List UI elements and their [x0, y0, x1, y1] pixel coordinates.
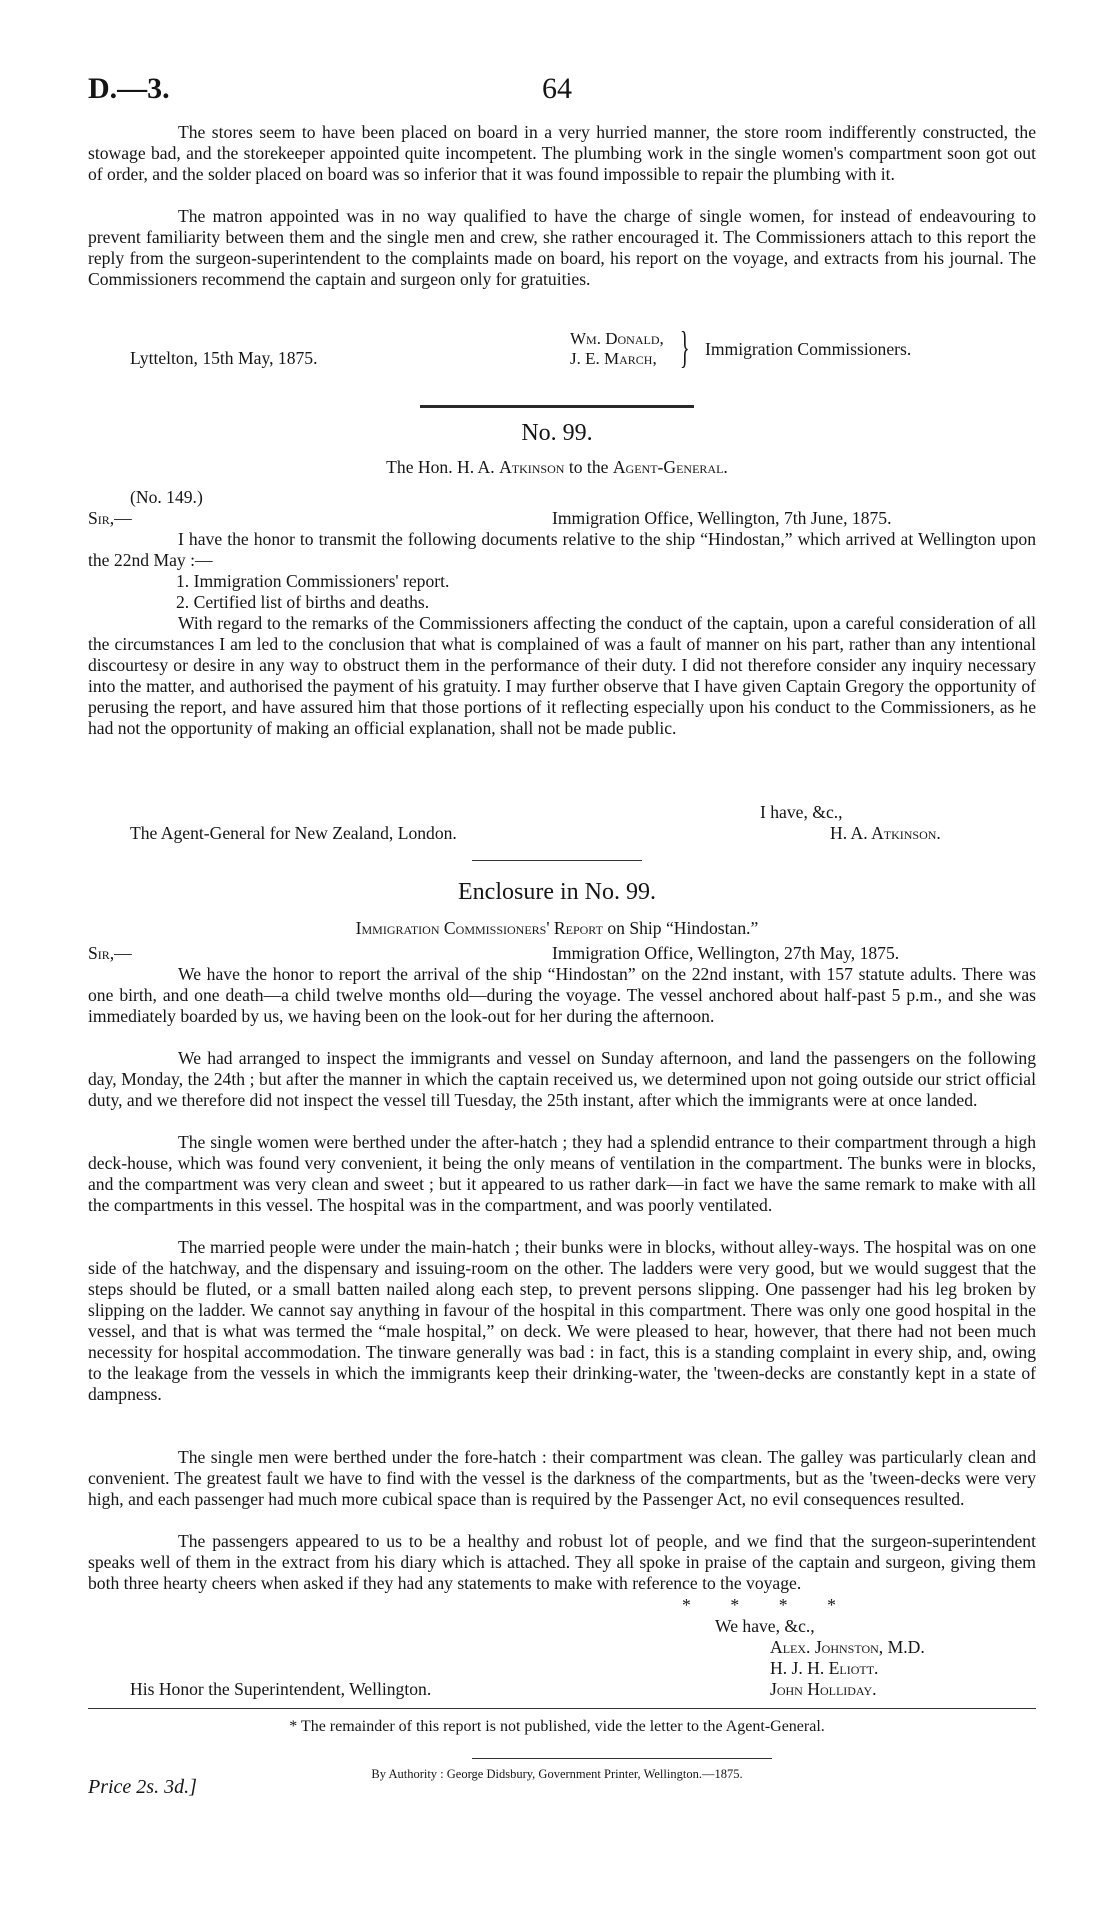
enclosure-signatory-1: Alex. Johnston, M.D.	[770, 1637, 925, 1657]
omission-asterisks: * * * *	[682, 1595, 836, 1615]
no99-office-date: Immigration Office, Wellington, 7th June, 1875.	[552, 508, 892, 528]
prev-report-signatory-1: Wm. Donald,	[570, 329, 664, 348]
enclosure-closing: We have, &c.,	[715, 1616, 815, 1636]
no99-list-item-1: 1. Immigration Commissioners' report.	[176, 571, 450, 591]
no99-ref-number: (No. 149.)	[130, 487, 203, 507]
enclosure-paragraph-2: We had arranged to inspect the immigrants and vessel on Sunday afternoon, and land the passengers on the following day, Monday, the 24th ; but after the manner in which the captain received us, we determined upon not going outside our strict official duty, and we therefore did not inspect the vessel till Tuesday, the 25th instant, after which the immigrants were at once landed.	[88, 1048, 1036, 1110]
enclosure-paragraph-4: The married people were under the main-hatch ; their bunks were in blocks, without alley-ways. The hospital was on one side of the hatchway, and the dispensary and issuing-room on the other. The ladders were very good, but we would suggest that the steps should be fluted, or a small batten nailed along each step, to prevent persons slipping. One passenger had his leg broken by slipping on the ladder. We cannot say anything in favour of the hospital in this compartment. There was only one good hospital in the vessel, and that is what was termed the “male hospital,” on deck. We were pleased to hear, however, that there had not been much necessity for hospital accommodation. The tinware generally was bad : in fact, this is a standing complaint in every ship, and, owing to the leakage from the vessels in which the immigrants keep their drinking-water, the 'tween-decks are constantly kept in a state of dampness.	[88, 1237, 1036, 1404]
enclosure-heading: Enclosure in No. 99.	[458, 879, 656, 905]
enclosure-paragraph-5: The single men were berthed under the fore-hatch : their compartment was clean. The galley was particularly clean and convenient. The greatest fault we have to find with the vessel is the darkness of the compartments, but as the 'tween-decks were very high, and each passenger had much more cubical space than is required by the Passenger Act, no evil consequences resulted.	[88, 1447, 1036, 1509]
enclosure-subheading-post: on Ship “Hindostan.”	[607, 918, 759, 938]
section-divider	[420, 405, 694, 408]
enclosure-subheading-pre: Immigration Commissioners' Report	[355, 918, 603, 938]
no99-subheading-pre: The Hon. H. A.	[386, 457, 495, 477]
footnote: * The remainder of this report is not published, vide the letter to the Agent-General.	[289, 1718, 825, 1735]
enclosure-paragraph-3: The single women were berthed under the after-hatch ; they had a splendid entrance to their compartment through a high deck-house, which was found very convenient, it being the only means of ventilation in the compartment. The bunks were in blocks, and the compartment was very clean and sweet ; but it appeared to us rather dark—in fact we have the same remark to make with all the compartments in this vessel. The hospital was in the compartment, and was poorly ventilated.	[88, 1132, 1036, 1215]
prev-report-title: Immigration Commissioners.	[705, 339, 912, 359]
no99-signature: H. A. Atkinson.	[830, 823, 941, 843]
enclosure-subheading	[0, 918, 1114, 939]
prev-report-paragraph-2: The matron appointed was in no way qualified to have the charge of single women, for instead of endeavouring to prevent familiarity between them and the single men and crew, she rather encouraged it. The Commissioners attach to this report the reply from the surgeon-superintendent to the complaints made on board, his report on the voyage, and extracts from his journal. The Commissioners recommend the captain and surgeon only for gratuities.	[88, 206, 1036, 289]
no99-subheading-name: Atkinson	[499, 457, 565, 477]
enclosure-paragraph-6: The passengers appeared to us to be a healthy and robust lot of people, and we find that the surgeon-superintendent speaks well of them in the extract from his diary which is attached. They all spoke in praise of the captain and surgeon, giving them both three hearty cheers when asked if they had any statements to make with reference to the voyage.	[88, 1531, 1036, 1593]
enclosure-signatory-3: John Holliday.	[770, 1679, 877, 1699]
no99-subheading-mid: to the	[568, 457, 609, 477]
no99-subheading	[0, 457, 1114, 478]
printer-authority: By Authority : George Didsbury, Government Printer, Wellington.—1875.	[371, 1767, 743, 1781]
no99-addressee: The Agent-General for New Zealand, London.	[130, 823, 457, 843]
no99-closing: I have, &c.,	[760, 802, 843, 822]
signatory-brace: }	[680, 323, 690, 372]
no99-intro: I have the honor to transmit the following documents relative to the ship “Hindostan,” which arrived at Wellington upon the 22nd May :—	[88, 529, 1036, 570]
document-reference: D.—3.	[88, 72, 170, 105]
no99-salutation: Sir,—	[88, 508, 132, 528]
enclosure-addressee: His Honor the Superintendent, Wellington.	[130, 1679, 432, 1699]
no99-heading: No. 99.	[521, 420, 593, 446]
enclosure-office-date: Immigration Office, Wellington, 27th May, 1875.	[552, 943, 900, 963]
enclosure-salutation: Sir,—	[88, 943, 132, 963]
prev-report-paragraph-1: The stores seem to have been placed on board in a very hurried manner, the store room indifferently constructed, the stowage bad, and the storekeeper appointed quite incompetent. The plumbing work in the single women's compartment soon got out of order, and the solder placed on board was so inferior that it was found impossible to repair the plumbing with it.	[88, 122, 1036, 184]
prev-report-signatory-2: J. E. March,	[570, 349, 657, 368]
prev-report-place-date: Lyttelton, 15th May, 1875.	[130, 348, 318, 368]
page-number: 64	[542, 72, 572, 105]
enclosure-signatory-2: H. J. H. Eliott.	[770, 1658, 879, 1678]
enclosure-paragraph-1: We have the honor to report the arrival of the ship “Hindostan” on the 22nd instant, with 157 statute adults. There was one birth, and one death—a child twelve months old—during the voyage. The vessel anchored about half-past 5 p.m., and she was immediately boarded by us, we having been on the look-out for her during the afternoon.	[88, 964, 1036, 1026]
no99-subheading-to: Agent-General.	[612, 457, 728, 477]
price-note: Price 2s. 3d.]	[88, 1776, 197, 1798]
footnote-rule	[88, 1708, 1036, 1709]
no99-list-item-2: 2. Certified list of births and deaths.	[176, 592, 430, 612]
no99-body: With regard to the remarks of the Commissioners affecting the conduct of the captain, upon a careful consideration of all the circumstances I am led to the conclusion that what is complained of was a fault of manner on his part, rather than any intentional discourtesy or desire in any way to obstruct them in the performance of their duty. I did not therefore consider any inquiry necessary into the matter, and authorised the payment of his gratuity. I may further observe that I have given Captain Gregory the opportunity of perusing the report, and have assured him that those portions of it reflecting especially upon his conduct to the Commissioners, as he had not the opportunity of making an official explanation, shall not be made public.	[88, 613, 1036, 738]
authority-rule	[472, 1758, 772, 1759]
section-divider-2	[472, 860, 642, 861]
